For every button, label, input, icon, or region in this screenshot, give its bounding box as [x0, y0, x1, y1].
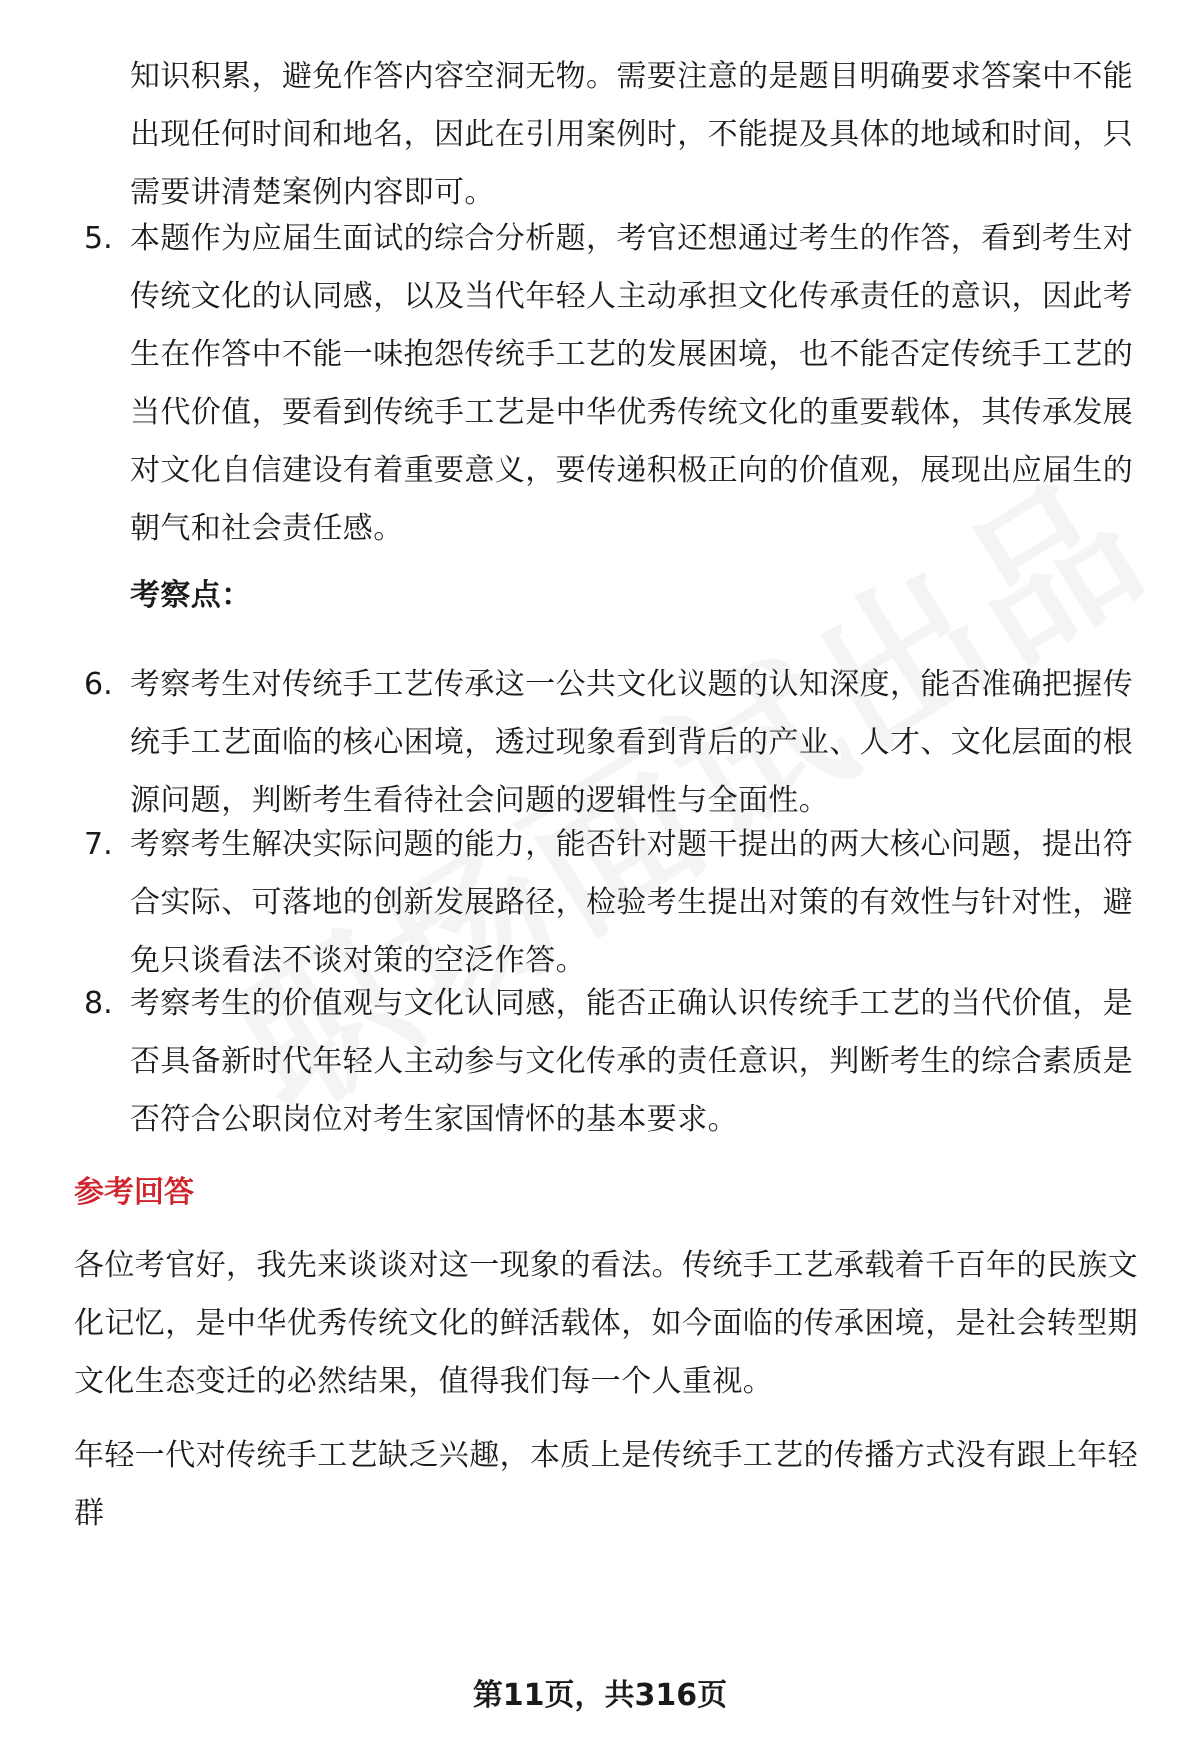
answer-paragraph-1: 各位考官好，我先来谈谈对这一现象的看法。传统手工艺承载着千百年的民族文化记忆，是中华优秀传统文化的鲜活载体，如今面临的传承困境，是社会转型期文化生态变迁的必然结果，值得我们每一个人重视。 — [74, 1248, 1138, 1399]
list-item-number: 7. — [84, 827, 113, 862]
reference-answer-heading: 参考回答 — [74, 1175, 194, 1210]
list-item-text: 考察考生对传统手工艺传承这一公共文化议题的认知深度，能否准确把握传统手工艺面临的核心困境，透过现象看到背后的产业、人才、文化层面的根源问题，判断考生看待社会问题的逻辑性与全面性。 — [130, 667, 1134, 818]
list-item-number: 6. — [84, 667, 113, 702]
list-item-number: 5. — [84, 221, 113, 256]
list-item-text: 考察考生解决实际问题的能力，能否针对题干提出的两大核心问题，提出符合实际、可落地的创新发展路径，检验考生提出对策的有效性与针对性，避免只谈看法不谈对策的空泛作答。 — [130, 827, 1134, 978]
list-item-text: 考察考生的价值观与文化认同感，能否正确认识传统手工艺的当代价值，是否具备新时代年轻人主动参与文化传承的责任意识，判断考生的综合素质是否符合公职岗位对考生家国情怀的基本要求。 — [130, 986, 1134, 1137]
answer-paragraph-2: 年轻一代对传统手工艺缺乏兴趣，本质上是传统手工艺的传播方式没有跟上年轻群 — [74, 1438, 1138, 1531]
continuation-paragraph: 知识积累，避免作答内容空洞无物。需要注意的是题目明确要求答案中不能出现任何时间和地名，因此在引用案例时，不能提及具体的地域和时间，只需要讲清楚案例内容即可。 — [130, 59, 1134, 210]
list-item-number: 8. — [84, 986, 113, 1021]
list-item-text: 本题作为应届生面试的综合分析题，考官还想通过考生的作答，看到考生对传统文化的认同感，以及当代年轻人主动承担文化传承责任的意识，因此考生在作答中不能一味抱怨传统手工艺的发展困境，也不能否定传统手工艺的当代价值，要看到传统手工艺是中华优秀传统文化的重要载体，其传承发展对文化自信建设有着重要意义，要传递积极正向的价值观，展现出应届生的朝气和社会责任感。 — [130, 221, 1134, 546]
page-footer: 第11页，共316页 — [472, 1678, 728, 1713]
section-heading-kaochadian: 考察点： — [130, 578, 252, 613]
